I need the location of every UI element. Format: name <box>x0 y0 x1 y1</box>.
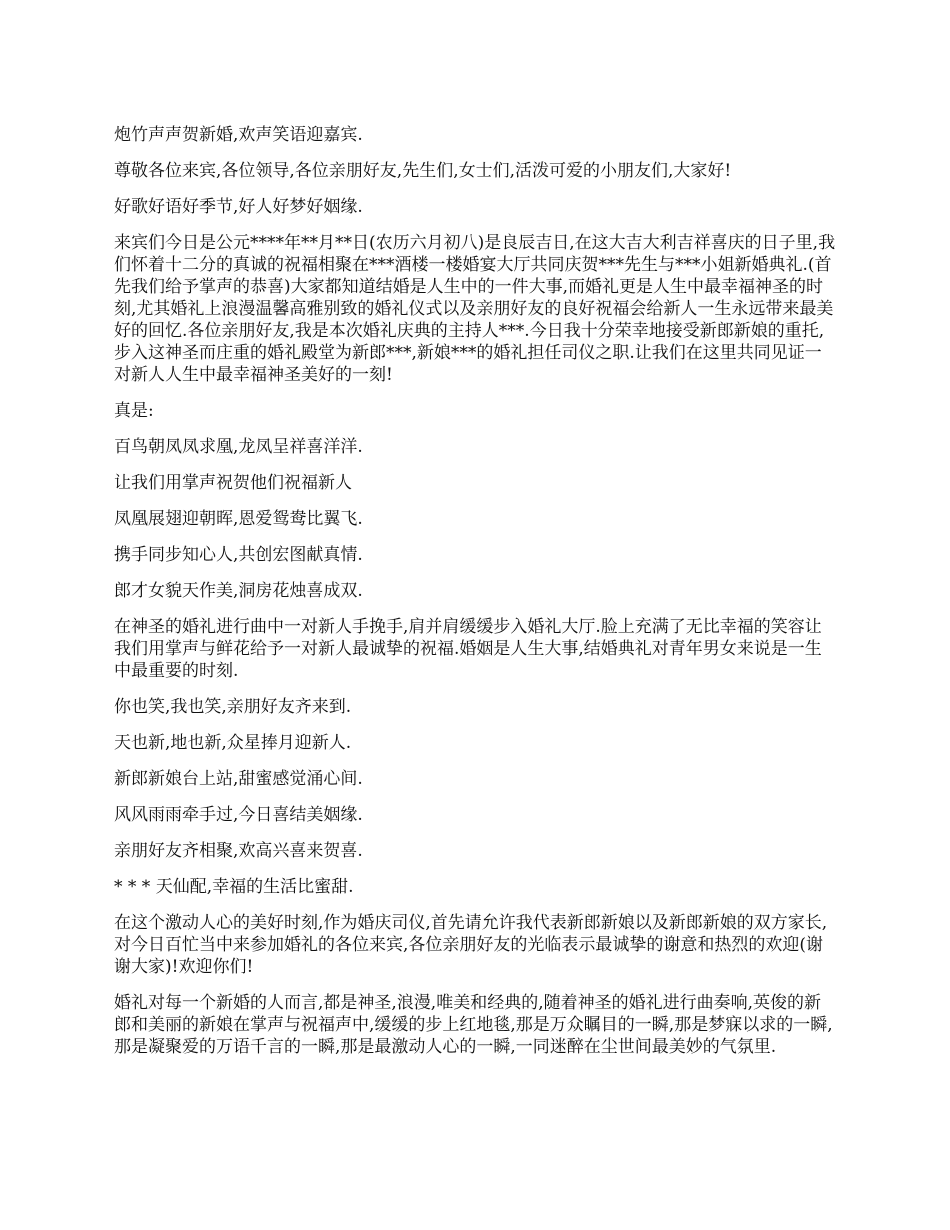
paragraph-closing: 婚礼对每一个新婚的人而言,都是神圣,浪漫,唯美和经典的,随着神圣的婚礼进行曲奏响,英俊的新郎和美丽的新娘在掌声与祝福声中,缓缓的步上红地毯,那是万众瞩目的一瞬,那是梦寐以求的一瞬,那是凝聚爱的万语千言的一瞬,那是最激动人心的一瞬,一同迷醉在尘世间最美妙的气氛里. <box>114 993 833 1057</box>
paragraph-verse-8: 新郎新娘台上站,甜蜜感觉涌心间. <box>114 769 363 789</box>
paragraph-verse-11: * * * 天仙配,幸福的生活比蜜甜. <box>114 877 354 897</box>
paragraph-zhenshi: 真是: <box>114 401 154 421</box>
paragraph-verse-5: 郎才女貌天作美,洞房花烛喜成双. <box>114 581 363 601</box>
paragraph-welcome: 在这个激动人心的美好时刻,作为婚庆司仪,首先请允许我代表新郎新娘以及新郎新娘的双方家长,对今日百忙当中来参加婚礼的各位来宾,各位亲朋好友的光临表示最诚挚的谢意和热烈的欢迎(谢谢大家)!欢迎你们! <box>114 913 828 977</box>
paragraph-verse-4: 携手同步知心人,共创宏图献真情. <box>114 545 363 565</box>
paragraph-procession: 在神圣的婚礼进行曲中一对新人手挽手,肩并肩缓缓步入婚礼大厅.脸上充满了无比幸福的笑容让我们用掌声与鲜花给予一对新人最诚挚的祝福.婚姻是人生大事,结婚典礼对青年男女来说是一生中最重要的时刻. <box>114 617 822 681</box>
paragraph-verse-1: 百鸟朝凤凤求凰,龙凤呈祥喜洋洋. <box>114 437 363 457</box>
paragraph-verse-10: 亲朋好友齐相聚,欢高兴喜来贺喜. <box>114 841 363 861</box>
paragraph-couplet-2: 好歌好语好季节,好人好梦好姻缘. <box>114 197 363 217</box>
paragraph-opening-couplet: 炮竹声声贺新婚,欢声笑语迎嘉宾. <box>114 125 363 145</box>
paragraph-verse-3: 凤凰展翅迎朝晖,恩爱鸳鸯比翼飞. <box>114 509 363 529</box>
paragraph-greeting: 尊敬各位来宾,各位领导,各位亲朋好友,先生们,女士们,活泼可爱的小朋友们,大家好! <box>114 161 732 181</box>
paragraph-verse-9: 风风雨雨牵手过,今日喜结美姻缘. <box>114 805 363 825</box>
paragraph-verse-6: 你也笑,我也笑,亲朋好友齐来到. <box>114 697 352 717</box>
document-page <box>114 124 836 1072</box>
paragraph-verse-2: 让我们用掌声祝贺他们祝福新人 <box>114 473 352 493</box>
paragraph-introduction: 来宾们今日是公元****年**月**日(农历六月初八)是良辰吉日,在这大吉大利吉祥喜庆的日子里,我们怀着十二分的真诚的祝福相聚在***酒楼一楼婚宴大厅共同庆贺***先生与***小姐新婚典礼.(首先我们给予掌声的恭喜)大家都知道结婚是人生中的一件大事,而婚礼更是人生中最幸福神圣的时刻,尤其婚礼上浪漫温馨高雅别致的婚礼仪式以及亲朋好友的良好祝福会给新人一生永远带来最美好的回忆.各位亲朋好友,我是本次婚礼庆典的主持人***.今日我十分荣幸地接受新郎新娘的重托,步入这神圣而庄重的婚礼殿堂为新郎***,新娘***的婚礼担任司仪之职.让我们在这里共同见证一对新人人生中最幸福神圣美好的一刻! <box>114 233 836 385</box>
paragraph-verse-7: 天也新,地也新,众星捧月迎新人. <box>114 733 352 753</box>
